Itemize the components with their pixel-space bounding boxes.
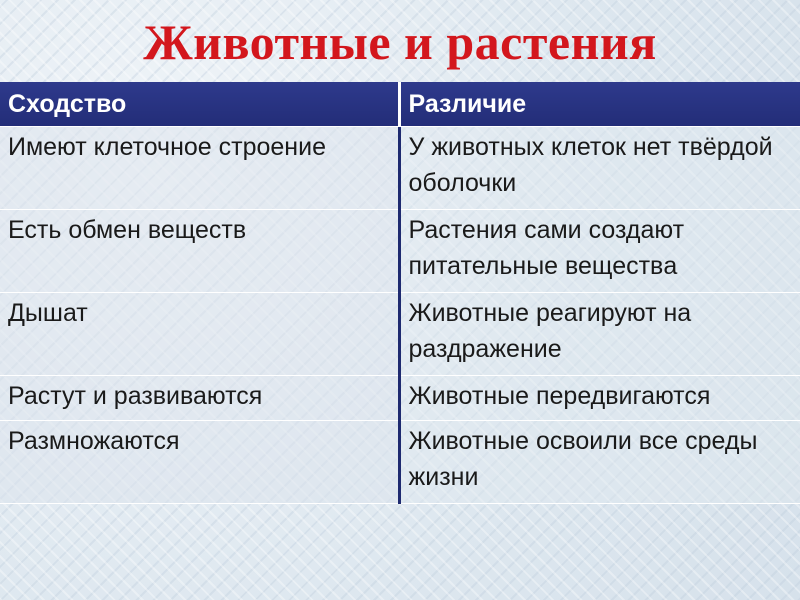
difference-cell: Растения сами создают питательные веществa — [399, 210, 800, 293]
header-difference: Различие — [399, 82, 800, 127]
similarity-cell: Дышат — [0, 293, 399, 376]
comparison-table — [0, 82, 800, 504]
table-row — [0, 376, 800, 421]
table-row — [0, 127, 800, 210]
table-row — [0, 210, 800, 293]
similarity-cell: Есть обмен веществ — [0, 210, 399, 293]
similarity-cell: Размножаются — [0, 421, 399, 504]
difference-cell: Животные передвигаются — [399, 376, 800, 421]
header-similarity: Сходство — [0, 82, 399, 127]
table-row — [0, 293, 800, 376]
table-header-row — [0, 82, 800, 127]
similarity-cell: Растут и развиваются — [0, 376, 399, 421]
table-row — [0, 421, 800, 504]
slide-title: Животные и растения — [143, 14, 657, 70]
difference-cell: У животных клеток нет твёрдой оболочки — [399, 127, 800, 210]
similarity-cell: Имеют клеточное строение — [0, 127, 399, 210]
difference-cell: Животные реагируют на раздражение — [399, 293, 800, 376]
difference-cell: Животные освоили все среды жизни — [399, 421, 800, 504]
